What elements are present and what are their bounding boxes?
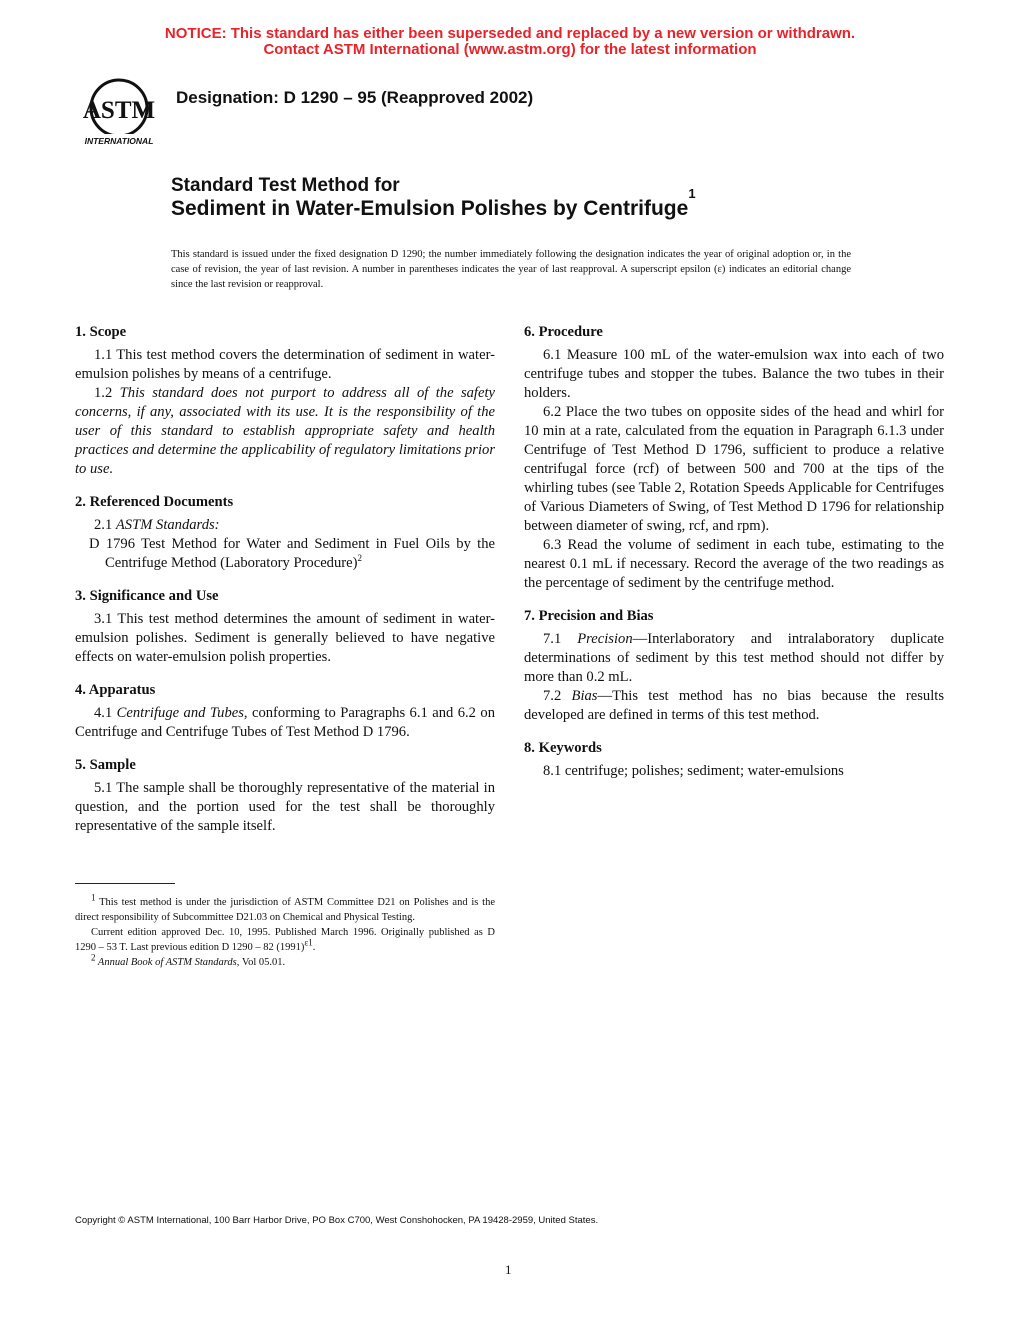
section-heading: 1. Scope [75,324,127,340]
section-referenced-documents [75,493,495,573]
title-line-1: Standard Test Method for [171,175,400,196]
paragraph: 7.1 Precision—Interlaboratory and intralaboratory duplicate determinations of sediment by this test method should not differ by more than 0.2 mL. [524,631,944,685]
footnotes [75,892,495,970]
section-heading: 4. Apparatus [75,682,156,698]
paragraph: 8.1 centrifuge; polishes; sediment; water-emulsions [543,763,844,779]
astm-logo [78,78,160,150]
standard-notice: This standard is issued under the fixed designation D 1290; the number immediately following the designation indicates the year of original adoption or, in the case of revision, the year of last revision. A number in parentheses indicates the year of last reapproval. A superscript epsilon (ε) indicates an editorial change since the last revision or reapproval. [171,249,851,290]
astm-logo-mark [78,78,160,150]
paragraph: 6.3 Read the volume of sediment in each tube, estimating to the nearest 0.1 mL if necessary. Record the average of the two readings as the percentage of sediment by the centrifuge method. [524,537,944,591]
paragraph: 6.1 Measure 100 mL of the water-emulsion wax into each of two centrifuge tubes and stopper the tubes. Balance the two tubes in their holders. [524,347,944,401]
notice-line-2: Contact ASTM International (www.astm.org) for the latest information [263,41,757,58]
title-line-2 [171,186,696,221]
section-significance [75,587,495,667]
page-number: 1 [505,1262,512,1277]
section-procedure [524,323,944,593]
superseded-notice [0,26,1020,58]
section-heading: 5. Sample [75,757,136,773]
paragraph: 3.1 This test method determines the amount of sediment in water-emulsion polishes. Sediment is generally believed to have negative effects on water-emulsion polish properties. [75,611,495,665]
section-scope [75,323,495,479]
paragraph: 2.1 ASTM Standards: [94,517,220,533]
section-apparatus [75,681,495,742]
section-heading: 7. Precision and Bias [524,608,654,624]
logo-letters: ASTM [82,97,156,124]
right-column [524,323,944,795]
footnote-1-edition: Current edition approved Dec. 10, 1995. Published March 1996. Originally published as D 1290 – 53 T. Last previous edition D 1290 – 82 $(1991)^{\varepsilon 1}$. [75,927,495,953]
section-heading: 3. Significance and Use [75,588,219,604]
reference-entry: D 1796 Test Method for Water and Sediment in Fuel Oils by the Centrifuge Method (Laboratory Procedure)$^2$ [89,536,495,571]
title-footnote-mark: 1 [688,186,696,201]
section-heading: 8. Keywords [524,740,602,756]
section-heading: 6. Procedure [524,324,603,340]
paragraph: 4.1 Centrifuge and Tubes, conforming to Paragraphs 6.1 and 6.2 on Centrifuge and Centrifuge Tubes of Test Method D 1796. [75,705,495,740]
logo-subtitle: INTERNATIONAL [84,136,154,146]
footnote-divider [75,883,175,884]
paragraph: 7.2 Bias—This test method has no bias because the results developed are defined in terms of this test method. [524,688,945,723]
paragraph: 5.1 The sample shall be thoroughly representative of the material in question, and the portion used for the test shall be thoroughly representative of the sample itself. [75,780,495,834]
title-text: Sediment in Water-Emulsion Polishes by Centrifuge [171,197,689,220]
copyright: Copyright © ASTM International, 100 Barr Harbor Drive, PO Box C700, West Conshohocken, PA 19428-2959, United States. [75,1215,599,1226]
section-precision-bias [524,607,944,725]
footnote-2: $^2$ Annual Book of ASTM Standards, Vol 05.01. [91,952,286,968]
footnote-1: $^1$ This test method is under the jurisdiction of ASTM Committee D21 on Polishes and is the direct responsibility of Subcommittee D21.03 on Chemical and Physical Testing. [75,892,495,923]
notice-line-1: NOTICE: This standard has either been superseded and replaced by a new version or withdrawn. [164,25,856,42]
designation: Designation: D 1290 – 95 (Reapproved 2002) [176,88,534,107]
paragraph: 1.2 This standard does not purport to address all of the safety concerns, if any, associated with its use. It is the responsibility of the user of this standard to establish appropriate safety and health practices and determine the applicability of regulatory limitations prior to use. [75,385,495,477]
section-keywords [524,739,944,781]
paragraph: 1.1 This test method covers the determination of sediment in water-emulsion polishes by means of a centrifuge. [75,347,495,382]
section-sample [75,756,495,836]
section-heading: 2. Referenced Documents [75,494,234,510]
paragraph: 6.2 Place the two tubes on opposite sides of the head and whirl for 10 min at a rate, calculated from the equation in Paragraph 6.1.3 under Centrifuge of Test Method D 1796, sufficient to produce a relative centrifugal force (rcf) of between 500 and 700 at the tips of the whirling tubes (see Table 2, Rotation Speeds Applicable for Centrifuges of Various Diameters of Swing, of Test Method D 1796 for relationship between diameter of swing, rcf, and rpm). [524,404,944,534]
left-column [75,323,495,850]
